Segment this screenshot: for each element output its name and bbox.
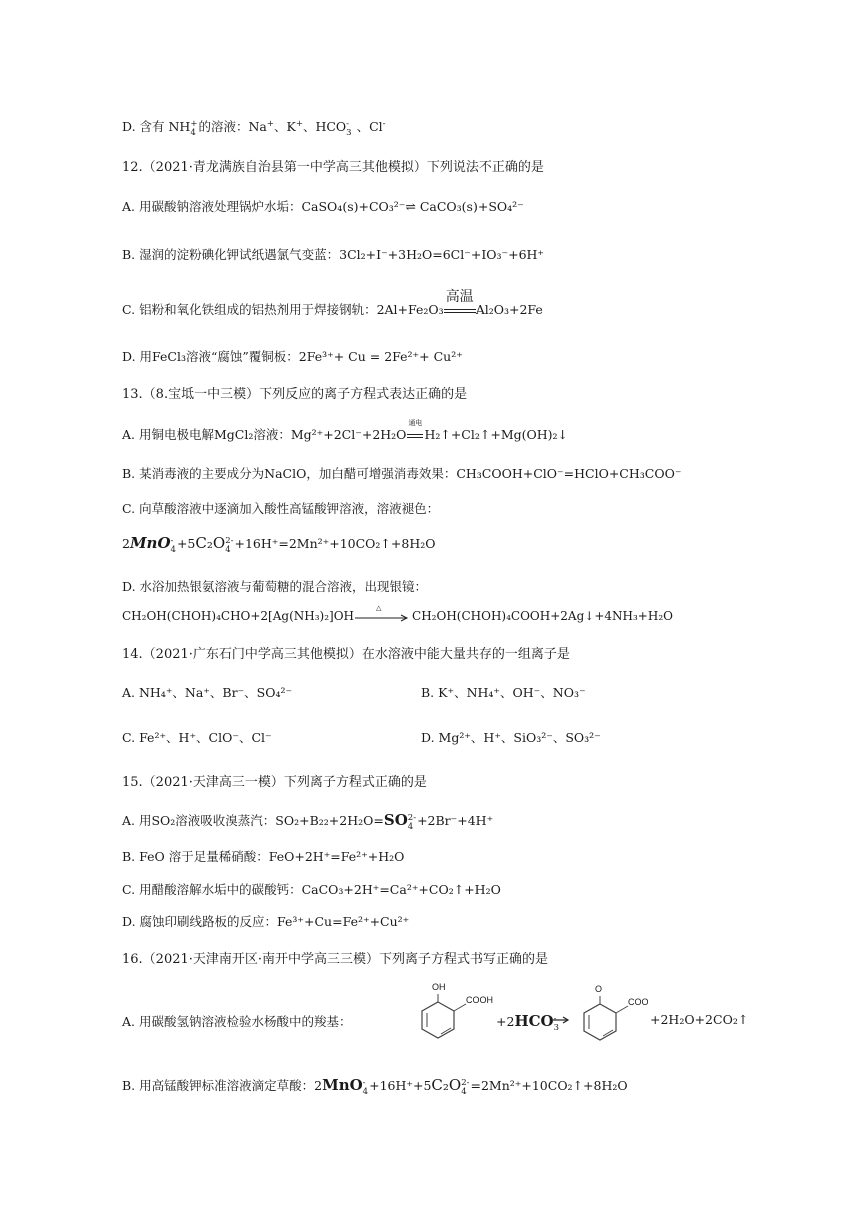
q15-option-a: A. 用SO₂溶液吸收溴蒸汽：SO₂+B₂₂+2H₂O=SO 2- 4 +2Br⁻+4H⁺ bbox=[122, 811, 494, 832]
q16-b-post: =2Mn²⁺+10CO₂↑+8H₂O bbox=[470, 1078, 628, 1093]
q13-option-a bbox=[122, 419, 569, 443]
condition-label: 高温 bbox=[445, 289, 474, 305]
q15-a-post: +2Br⁻+4H⁺ bbox=[417, 813, 494, 828]
high-temp-condition bbox=[444, 289, 476, 317]
mno4-ion: MnO bbox=[129, 534, 171, 552]
c2o4-ion: C₂O bbox=[195, 534, 226, 552]
so4-ion: SO bbox=[383, 811, 408, 829]
q16-b-mid: +16H⁺+5 bbox=[369, 1078, 432, 1093]
q11-d-rest: 的溶液：Na bbox=[198, 119, 267, 134]
q15-title: 15.（2021·天津高三一模）下列离子方程式正确的是 bbox=[122, 775, 427, 790]
mno4-ion: MnO bbox=[322, 1076, 363, 1094]
hco3-subsup: - 3 bbox=[346, 119, 352, 138]
q12-title: 12.（2021·青龙满族自治县第一中学高三其他模拟）下列说法不正确的是 bbox=[122, 160, 544, 175]
k-ion: 、K bbox=[273, 119, 296, 134]
nh4-subsup: + 4 bbox=[190, 119, 198, 138]
q14-option-c: C. Fe²⁺、H⁺、ClO⁻、Cl⁻ bbox=[122, 730, 272, 745]
hydroxyl-label: OH bbox=[432, 982, 446, 992]
reaction-arrow bbox=[354, 603, 412, 623]
c2o4-ion: C₂O bbox=[431, 1076, 462, 1094]
q13-option-c-equation: 2MnO - 4 +5C₂O 2- 4 +16H⁺=2Mn²⁺+10CO₂↑+8H₂O bbox=[122, 534, 436, 555]
q13-d-eq-post: CH₂OH(CHOH)₄COOH+2Ag↓+4NH₃+H₂O bbox=[412, 609, 673, 623]
condition-label: 通电 bbox=[408, 419, 423, 427]
double-line bbox=[407, 434, 423, 438]
q13-option-d: D. 水浴加热银氨溶液与葡萄糖的混合溶液，出现银镜： bbox=[122, 579, 428, 594]
q14-title: 14.（2021·广东石门中学高三其他模拟）在水溶液中能大量共存的一组离子是 bbox=[122, 647, 570, 662]
q12-c-post: Al₂O₃+2Fe bbox=[475, 302, 543, 317]
cl-ion: 、Cl bbox=[352, 119, 383, 134]
cl-charge: - bbox=[382, 119, 386, 129]
k-charge: + bbox=[295, 119, 303, 129]
reaction-arrow bbox=[552, 1014, 570, 1026]
q15-a-pre: A. 用SO₂溶液吸收溴蒸汽：SO₂+B₂₂+2H₂O= bbox=[122, 813, 384, 828]
q14-option-d: D. Mg²⁺、H⁺、SiO₃²⁻、SO₃²⁻ bbox=[421, 730, 601, 745]
q13-d-eq-pre: CH₂OH(CHOH)₄CHO+2[Ag(NH₃)₂]OH bbox=[122, 609, 355, 623]
q14-option-a: A. NH₄⁺、Na⁺、Br⁻、SO₄²⁻ bbox=[122, 685, 293, 700]
q13-title: 13.（8.宝坻一中三模）下列反应的离子方程式表达正确的是 bbox=[122, 387, 468, 402]
q16-title: 16.（2021·天津南开区·南开中学高三三模）下列离子方程式书写正确的是 bbox=[122, 952, 549, 967]
q13-option-b: B. 某消毒液的主要成分为NaClO，加白醋可增强消毒效果：CH₃COOH+ClO⁻=HClO+CH₃COO⁻ bbox=[122, 466, 682, 481]
coef: +2 bbox=[496, 1014, 515, 1029]
q15-option-d: D. 腐蚀印刷线路板的反应：Fe³⁺+Cu=Fe²⁺+Cu²⁺ bbox=[122, 914, 410, 929]
q12-option-a: A. 用碳酸钠溶液处理锅炉水垢：CaSO₄(s)+CO₃²⁻⇌ CaCO₃(s)+SO₄²⁻ bbox=[122, 199, 524, 214]
q13-option-d-equation bbox=[122, 603, 673, 623]
q15-option-c: C. 用醋酸溶解水垢中的碳酸钙：CaCO₃+2H⁺=Ca²⁺+CO₂↑+H₂O bbox=[122, 882, 501, 897]
q16-b-pre: B. 用高锰酸钾标准溶液滴定草酸：2 bbox=[122, 1078, 323, 1093]
q13-a-pre: A. 用铜电极电解MgCl₂溶液：Mg²⁺+2Cl⁻+2H₂O bbox=[122, 427, 407, 442]
carboxylate-label: COO bbox=[628, 997, 649, 1007]
double-line bbox=[444, 309, 476, 313]
q13-c-eq-post: +16H⁺=2Mn²⁺+10CO₂↑+8H₂O bbox=[234, 536, 436, 551]
phenoxide-label: O bbox=[595, 984, 603, 994]
na-charge: + bbox=[266, 119, 274, 129]
q11-option-d bbox=[122, 117, 386, 138]
hco3-ion: 、HCO bbox=[302, 119, 347, 134]
electrolysis-condition bbox=[406, 419, 424, 442]
coef: 2 bbox=[122, 536, 130, 551]
q12-option-b: B. 湿润的淀粉碘化钾试纸遇氯气变蓝：3Cl₂+I⁻+3H₂O=6Cl⁻+IO₃⁻+6H⁺ bbox=[122, 247, 545, 262]
heat-condition: △ bbox=[376, 603, 382, 612]
q12-option-c bbox=[122, 289, 543, 318]
q13-a-post: H₂↑+Cl₂↑+Mg(OH)₂↓ bbox=[424, 427, 569, 442]
salicylate-structure bbox=[572, 984, 652, 1046]
q14-option-b: B. K⁺、NH₄⁺、OH⁻、NO₃⁻ bbox=[421, 685, 586, 700]
q12-c-pre: C. 铝粉和氧化铁组成的铝热剂用于焊接钢轨：2Al+Fe₂O₃ bbox=[122, 302, 444, 317]
q16-option-a bbox=[122, 1012, 351, 1030]
carboxyl-label: COOH bbox=[466, 995, 493, 1005]
hco3-ion: HCO bbox=[514, 1012, 554, 1030]
q15-option-b: B. FeO 溶于足量稀硝酸：FeO+2H⁺=Fe²⁺+H₂O bbox=[122, 849, 405, 864]
q16-a-pre: A. 用碳酸氢钠溶液检验水杨酸中的羧基： bbox=[122, 1014, 352, 1029]
q16-a-middle: +2HCO - 3 bbox=[496, 1012, 560, 1033]
coef: +5 bbox=[176, 536, 196, 551]
q13-option-c: C. 向草酸溶液中逐滴加入酸性高锰酸钾溶液，溶液褪色： bbox=[122, 501, 440, 516]
q16-a-post: +2H₂O+2CO₂↑ bbox=[650, 1012, 749, 1027]
q12-option-d: D. 用FeCl₃溶液“腐蚀”覆铜板：2Fe³⁺+ Cu = 2Fe²⁺+ Cu²⁺ bbox=[122, 349, 463, 364]
salicylic-acid-structure bbox=[408, 982, 498, 1044]
q11-d-text: D. 含有 NH bbox=[122, 119, 191, 134]
q16-option-b: B. 用高锰酸钾标准溶液滴定草酸：2MnO - 4 +16H⁺+5C₂O 2- 4 =2Mn²⁺+10CO₂↑+8H₂O bbox=[122, 1076, 628, 1097]
